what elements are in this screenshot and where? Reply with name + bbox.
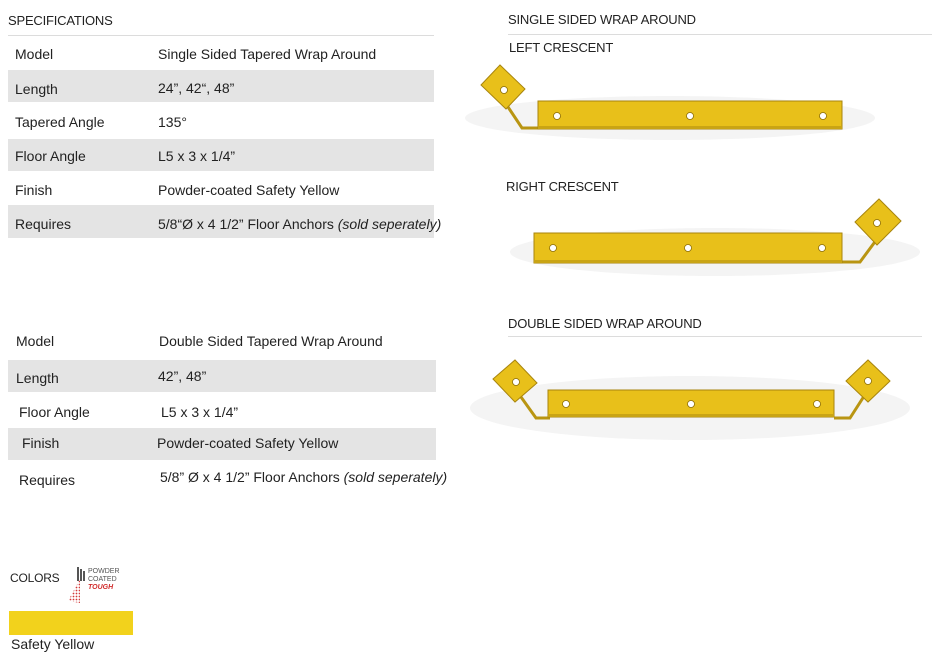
- spec-value: L5 x 3 x 1/4”: [161, 404, 239, 420]
- spec-value-text: 5/8” Ø x 4 1/2” Floor Anchors: [160, 469, 340, 485]
- spec-label: Finish: [22, 435, 60, 451]
- spec-note: (sold seperately): [343, 469, 448, 485]
- spec-label: Model: [15, 46, 54, 62]
- spec-value: Single Sided Tapered Wrap Around: [158, 46, 377, 62]
- spec-value: 24”, 42“, 48”: [158, 80, 235, 96]
- swatch-label: Safety Yellow: [11, 636, 95, 652]
- spec-label: Finish: [15, 182, 53, 198]
- spec-note: (sold seperately): [337, 216, 442, 232]
- spec-label: Floor Angle: [15, 148, 86, 164]
- colors-title: COLORS: [10, 571, 60, 585]
- spec-value: 42”, 48”: [158, 368, 207, 384]
- spec-label: Length: [16, 370, 59, 386]
- spec-label: Length: [15, 81, 58, 97]
- single-sided-title: SINGLE SIDED WRAP AROUND: [508, 12, 696, 27]
- spec-label: Model: [16, 333, 55, 349]
- badge-line-1: POWDER: [88, 568, 120, 575]
- spec-value-text: 5/8“Ø x 4 1/2” Floor Anchors: [158, 216, 334, 232]
- spec-value: Powder-coated Safety Yellow: [158, 182, 340, 198]
- badge-line-2: COATED: [88, 576, 117, 583]
- spec-value: Powder-coated Safety Yellow: [157, 435, 339, 451]
- right-crescent-label: RIGHT CRESCENT: [506, 179, 619, 194]
- spec-value: Double Sided Tapered Wrap Around: [159, 333, 383, 349]
- badge-line-3: TOUGH: [88, 584, 114, 591]
- spec-label: Floor Angle: [19, 404, 90, 420]
- spec-label: Tapered Angle: [15, 114, 105, 130]
- spec-value: L5 x 3 x 1/4”: [158, 148, 236, 164]
- spec-value: 135°: [158, 114, 187, 130]
- double-sided-title: DOUBLE SIDED WRAP AROUND: [508, 316, 702, 331]
- spec-label: Requires: [15, 216, 72, 232]
- spec-label: Requires: [19, 472, 76, 488]
- left-crescent-label: LEFT CRESCENT: [509, 40, 614, 55]
- specifications-title: SPECIFICATIONS: [8, 13, 113, 28]
